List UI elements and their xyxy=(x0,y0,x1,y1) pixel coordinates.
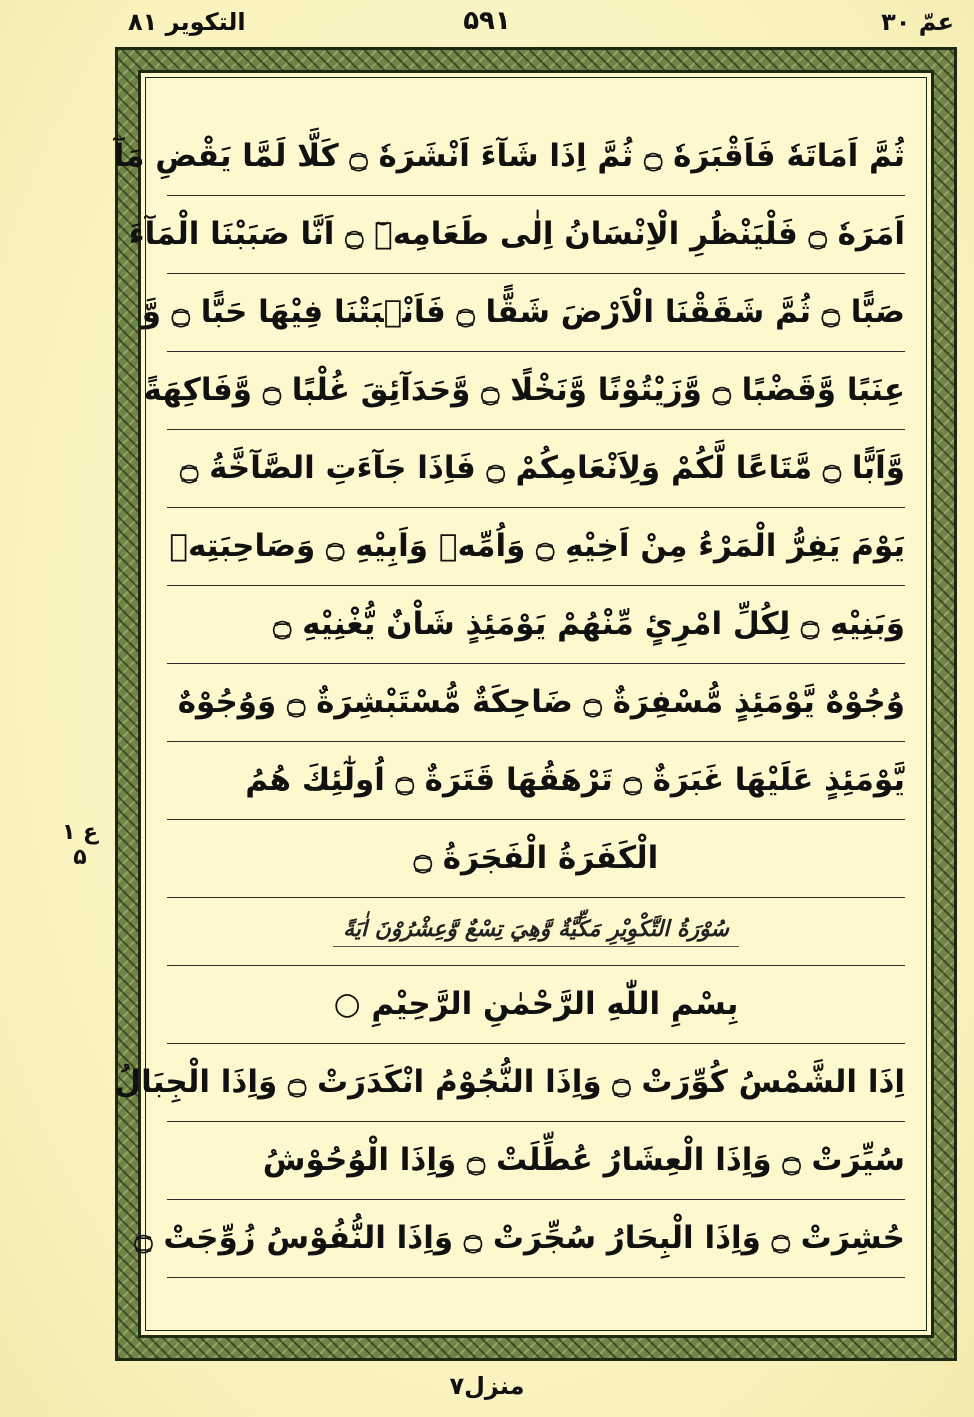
text-panel xyxy=(113,70,934,1338)
text-line: صَبًّا ۝ ثُمَّ شَقَقْنَا الْاَرْضَ شَقًّا ۝ فَاَنْۢبَتْنَا فِيْهَا حَبًّا ۝ وَّ xyxy=(167,274,905,352)
text-line: الْكَفَرَةُ الْفَجَرَةُ ۝ xyxy=(167,820,905,898)
text-line: سُيِّرَتْ ۝ وَاِذَا الْعِشَارُ عُطِّلَتْ ۝ وَاِذَا الْوُحُوْشُ xyxy=(167,1122,905,1200)
text-line: وُجُوْهٌ يَّوْمَئِذٍ مُّسْفِرَةٌ ۝ ضَاحِكَةٌ مُّسْتَبْشِرَةٌ ۝ وَوُجُوْهٌ xyxy=(167,664,905,742)
juz-header: عمّ ۳۰ xyxy=(881,8,954,36)
text-line: اِذَا الشَّمْسُ كُوِّرَتْ ۝ وَاِذَا النُّجُوْمُ انْكَدَرَتْ ۝ وَاِذَا الْجِبَالُ xyxy=(167,1044,905,1122)
text-line: حُشِرَتْ ۝ وَاِذَا الْبِحَارُ سُجِّرَتْ ۝ وَاِذَا النُّفُوْسُ زُوِّجَتْ ۝ xyxy=(167,1200,905,1278)
surah-title-band xyxy=(167,898,905,966)
page-number: ۵۹۱ xyxy=(463,6,511,36)
text-line: ثُمَّ اَمَاتَهٗ فَاَقْبَرَهٗ ۝ ثُمَّ اِذَا شَآءَ اَنْشَرَهٗ ۝ كَلَّا لَمَّا يَقْضِ مَآ xyxy=(167,118,905,196)
text-line: وَّاَبًّا ۝ مَّتَاعًا لَّكُمْ وَلِاَنْعَامِكُمْ ۝ فَاِذَا جَآءَتِ الصَّآخَّةُ ۝ xyxy=(167,430,905,508)
text-line: يَّوْمَئِذٍ عَلَيْهَا غَبَرَةٌ ۝ تَرْهَقُهَا قَتَرَةٌ ۝ اُولٰٓئِكَ هُمُ xyxy=(167,742,905,820)
decorative-border xyxy=(115,47,957,1361)
ruku-margin-note: ع ۱ ۵ xyxy=(61,820,99,871)
surah-title: سُوْرَةُ التَّكْوِيْرِ مَكِّيَّةٌ وَّهِيَ تِسْعٌ وَّعِشْرُوْنَ اٰيَةً xyxy=(333,916,739,947)
text-line: اَمَرَهٗ ۝ فَلْيَنْظُرِ الْاِنْسَانُ اِلٰى طَعَامِهٖٓ ۝ اَنَّا صَبَبْنَا الْمَآءَ xyxy=(167,196,905,274)
surah-header: التکویر ۸۱ xyxy=(128,8,246,36)
bismillah-line: بِسْمِ اللّٰهِ الرَّحْمٰنِ الرَّحِيْمِ ○ xyxy=(167,966,905,1044)
text-line: وَبَنِيْهِ ۝ لِكُلِّ امْرِئٍ مِّنْهُمْ يَوْمَئِذٍ شَاْنٌ يُّغْنِيْهِ ۝ xyxy=(167,586,905,664)
text-line: يَوْمَ يَفِرُّ الْمَرْءُ مِنْ اَخِيْهِ ۝ وَاُمِّهٖ وَاَبِيْهِ ۝ وَصَاحِبَتِهٖ xyxy=(167,508,905,586)
text-line: عِنَبًا وَّقَضْبًا ۝ وَّزَيْتُوْنًا وَّنَخْلًا ۝ وَّحَدَآئِقَ غُلْبًا ۝ وَّفَاكِهَةً xyxy=(167,352,905,430)
manzil-footer: منزل۷ xyxy=(449,1372,525,1400)
